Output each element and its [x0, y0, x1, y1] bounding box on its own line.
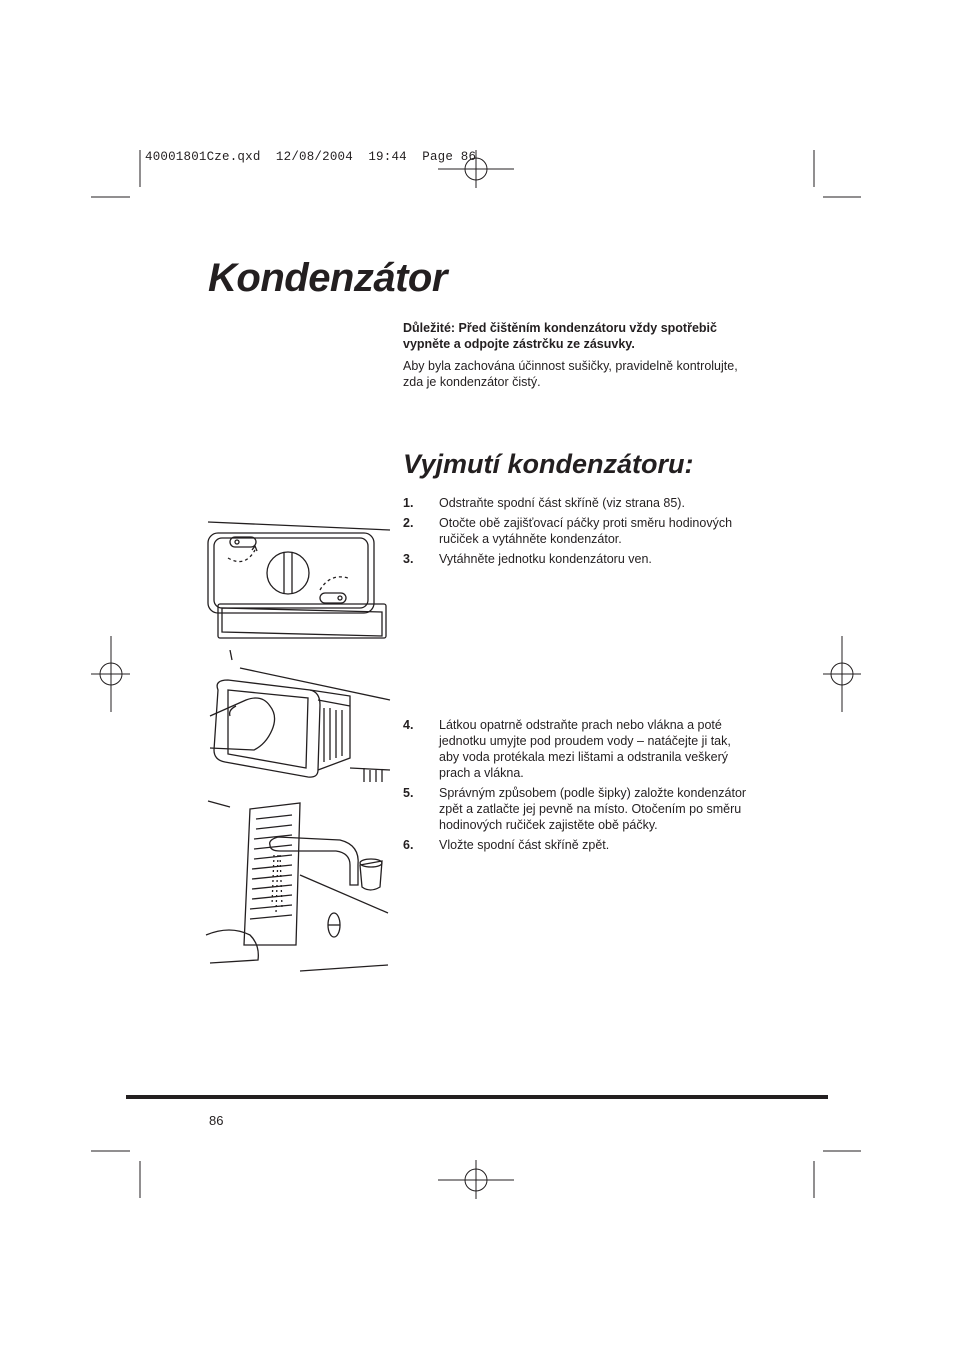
step-text: Vložte spodní část skříně zpět.	[439, 838, 610, 852]
steps-list-2	[403, 717, 753, 857]
step-number: 2.	[403, 516, 414, 530]
step-item	[403, 551, 753, 567]
section-heading: Vyjmutí kondenzátoru:	[403, 449, 694, 479]
step-text: Otočte obě zajišťovací páčky proti směru hodinových ručiček a vytáhněte kondenzátor.	[439, 516, 733, 546]
step-number: 4.	[403, 718, 414, 732]
step-number: 1.	[403, 496, 414, 510]
step-text: Látkou opatrně odstraňte prach nebo vlákna a poté jednotku umyjte pod proudem vody – natáčejte ji tak, aby voda protékala mezi lištami a odstranila veškerý prach a vlákna.	[439, 718, 731, 780]
step-number: 5.	[403, 786, 414, 800]
condenser-removal-illustration	[200, 650, 392, 785]
step-item	[403, 785, 753, 833]
step-text: Správným způsobem (podle šipky) založte kondenzátor zpět a zatlačte jej pevně na místo. Otočením po směru hodinových ručiček zajistěte obě páčky.	[439, 786, 747, 832]
step-item	[403, 515, 753, 547]
step-text: Vytáhněte jednotku kondenzátoru ven.	[439, 552, 652, 566]
footer-rule	[126, 1095, 828, 1099]
step-item	[403, 495, 753, 511]
important-notice: Důležité: Před čištěním kondenzátoru vždy spotřebič vypněte a odpojte zástrčku ze zásuvky.	[403, 321, 717, 351]
page-title: Kondenzátor	[208, 256, 447, 300]
step-text: Odstraňte spodní část skříně (viz strana 85).	[439, 496, 685, 510]
steps-list-1	[403, 495, 753, 571]
step-item	[403, 837, 753, 853]
condenser-washing-illustration	[200, 795, 392, 981]
print-slug: 40001801Cze.qxd 12/08/2004 19:44 Page 86	[145, 150, 477, 164]
page-number: 86	[209, 1113, 224, 1128]
step-number: 6.	[403, 838, 414, 852]
intro-section	[403, 320, 753, 396]
condenser-levers-illustration	[200, 518, 392, 644]
intro-text: Aby byla zachována účinnost sušičky, pravidelně kontrolujte, zda je kondenzátor čistý.	[403, 359, 738, 389]
step-item	[403, 717, 753, 781]
step-number: 3.	[403, 552, 414, 566]
